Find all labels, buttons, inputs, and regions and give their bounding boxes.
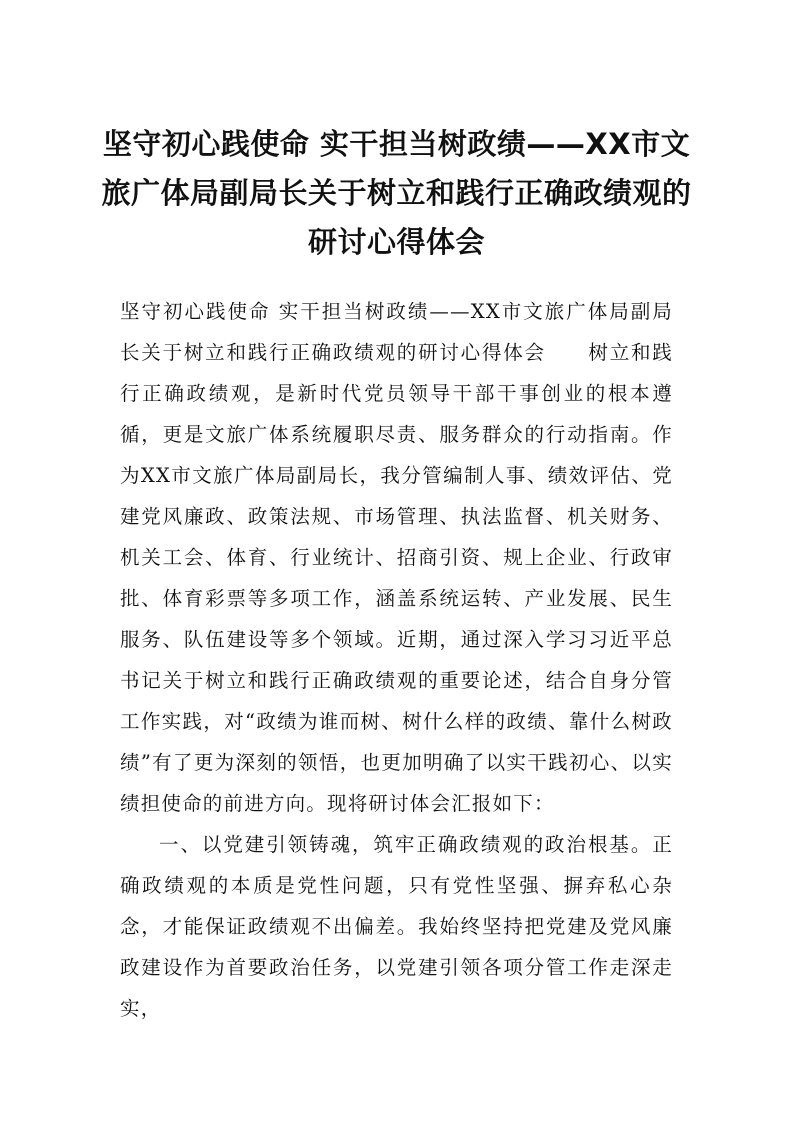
paragraph-intro: 坚守初心践使命 实干担当树政绩——XX市文旅广体局副局长关于树立和践行正确政绩观的研讨心得体会 树立和践行正确政绩观，是新时代党员领导干部干事创业的根本遵循，更是文旅广体系统履职尽责、服务群众的行动指南。作为XX市文旅广体局副局长，我分管编制人事、绩效评估、党建党风廉政、政策法规、市场管理、执法监督、机关财务、机关工会、体育、行业统计、招商引资、规上企业、行政审批、体育彩票等多项工作，涵盖系统运转、产业发展、民生服务、队伍建设等多个领域。近期，通过深入学习习近平总书记关于树立和践行正确政绩观的重要论述，结合自身分管工作实践，对“政绩为谁而树、树什么样的政绩、靠什么树政绩”有了更为深刻的领悟，也更加明确了以实干践初心、以实绩担使命的前进方向。现将研讨体会汇报如下： — [120, 300, 673, 815]
document-body — [120, 291, 673, 1029]
paragraph-section-one: 一、以党建引领铸魂，筑牢正确政绩观的政治根基。正确政绩观的本质是党性问题，只有党性坚强、摒弃私心杂念，才能保证政绩观不出偏差。我始终坚持把党建及党风廉政建设作为首要政治任务，以党建引领各项分管工作走深走实， — [120, 833, 673, 1020]
document-title: 坚守初心践使命 实干担当树政绩——XX市文旅广体局副局长关于树立和践行正确政绩观的研讨心得体会 — [101, 127, 692, 259]
